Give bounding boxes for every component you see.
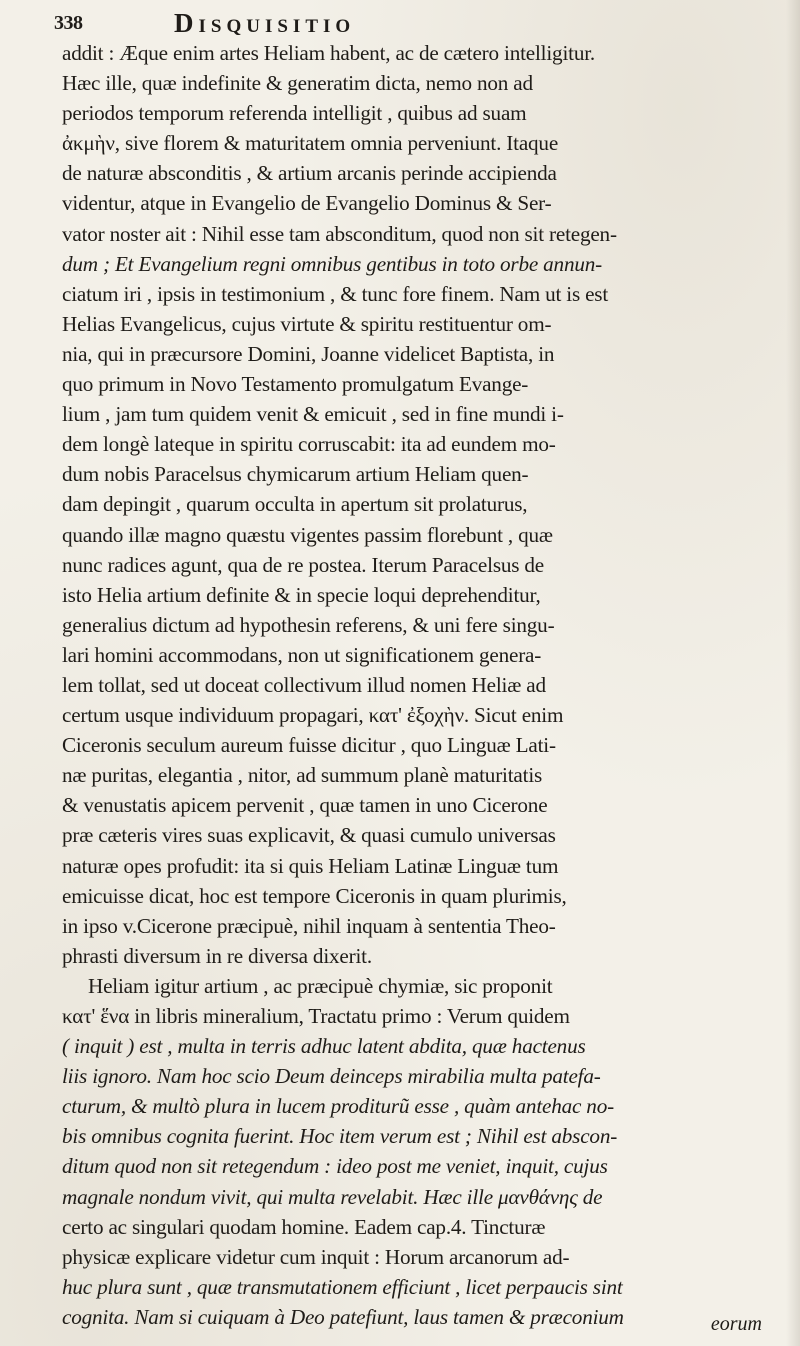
text-line: magnale nondum vivit, qui multa revelabit. Hæc ille μανθάνης de: [62, 1184, 603, 1209]
text-line: naturæ opes profudit: ita si quis Heliam Latinæ Linguæ tum: [62, 853, 559, 878]
text-line: cognita. Nam si cuiquam à Deo patefiunt, laus tamen & præconium: [62, 1304, 624, 1329]
text-line: bis omnibus cognita fuerint. Hoc item verum est ; Nihil est abscon-: [62, 1124, 618, 1149]
text-line: dem longè lateque in spiritu corruscabit: ita ad eundem mo-: [62, 432, 556, 457]
text-line: nunc radices agunt, qua de re postea. Iterum Paracelsus de: [62, 552, 544, 577]
text-line: videntur, atque in Evangelio de Evangelio Dominus & Ser-: [62, 191, 552, 216]
text-line: dam depingit , quarum occulta in apertum sit prolaturus,: [62, 492, 528, 517]
text-line: lem tollat, sed ut doceat collectivum illud nomen Heliæ ad: [62, 672, 546, 697]
text-line: ἀκμὴν, sive florem & maturitatem omnia perveniunt. Itaque: [62, 131, 559, 156]
text-line: in ipso v.Cicerone præcipuè, nihil inquam à sententia Theo-: [62, 913, 556, 938]
text-line: næ puritas, elegantia , nitor, ad summum planè maturitatis: [62, 763, 543, 788]
running-head: [54, 8, 794, 38]
text-line: emicuisse dicat, hoc est tempore Ciceronis in quam plurimis,: [62, 883, 567, 908]
page-number: 338: [54, 12, 83, 34]
text-line: quo primum in Novo Testamento promulgatum Evange-: [62, 372, 529, 397]
text-line: certum usque individuum propagari, κατ' ἐξοχὴν. Sicut enim: [62, 703, 564, 728]
text-line: generalius dictum ad hypothesin referens, & uni fere singu-: [62, 612, 555, 637]
text-line: Hæc ille, quæ indefinite & generatim dicta, nemo non ad: [62, 71, 533, 96]
catchword: eorum: [710, 1313, 762, 1335]
text-body: [62, 38, 794, 1332]
text-line: nia, qui in præcursore Domini, Joanne videlicet Baptista, in: [62, 341, 555, 366]
text-line: dum nobis Paracelsus chymicarum artium Heliam quen-: [62, 462, 529, 487]
text-line: ciatum iri , ipsis in testimonium , & tunc fore finem. Nam ut is est: [62, 281, 609, 306]
running-head-title: Disquisitio: [174, 8, 356, 38]
text-line: & venustatis apicem pervenit , quæ tamen in uno Cicerone: [62, 793, 548, 818]
text-line: isto Helia artium definite & in specie loqui deprehenditur,: [62, 582, 541, 607]
text-line: Helias Evangelicus, cujus virtute & spiritu restituentur om-: [62, 311, 552, 336]
text-line: Ciceronis seculum aureum fuisse dicitur , quo Linguæ Lati-: [62, 733, 556, 758]
text-line: lari homini accommodans, non ut significationem genera-: [62, 642, 542, 667]
text-line: præ cæteris vires suas explicavit, & quasi cumulo universas: [62, 823, 556, 848]
text-line: lium , jam tum quidem venit & emicuit , sed in fine mundi i-: [62, 402, 564, 427]
book-page: [54, 8, 794, 1338]
text-line: ( inquit ) est , multa in terris adhuc latent abdita, quæ hactenus: [62, 1034, 586, 1059]
text-line: vator noster ait : Nihil esse tam absconditum, quod non sit retegen-: [62, 221, 617, 246]
text-line: dum ; Et Evangelium regni omnibus gentibus in toto orbe annun-: [62, 251, 602, 276]
text-line: cturum, & multò plura in lucem proditurũ esse , quàm antehac no-: [62, 1094, 614, 1119]
text-line: de naturæ absconditis , & artium arcanis perinde accipienda: [62, 161, 557, 186]
text-line: Heliam igitur artium , ac præcipuè chymiæ, sic proponit: [88, 973, 553, 998]
text-line: physicæ explicare videtur cum inquit : Horum arcanorum ad-: [62, 1244, 570, 1269]
text-line: phrasti diversum in re diversa dixerit.: [62, 943, 372, 968]
text-line: quando illæ magno quæstu vigentes passim florebunt , quæ: [62, 522, 553, 547]
text-line: certo ac singulari quodam homine. Eadem cap.4. Tincturæ: [62, 1214, 546, 1239]
text-line: huc plura sunt , quæ transmutationem efficiunt , licet perpaucis sint: [62, 1274, 623, 1299]
text-line: addit : Æque enim artes Heliam habent, ac de cætero intelligitur.: [62, 41, 596, 65]
text-line: liis ignoro. Nam hoc scio Deum deinceps mirabilia multa patefa-: [62, 1064, 601, 1089]
text-line: κατ' ἕνα in libris mineralium, Tractatu primo : Verum quidem: [62, 1004, 570, 1028]
text-line: periodos temporum referenda intelligit , quibus ad suam: [62, 101, 527, 126]
text-line: ditum quod non sit retegendum : ideo post me veniet, inquit, cujus: [62, 1154, 608, 1179]
